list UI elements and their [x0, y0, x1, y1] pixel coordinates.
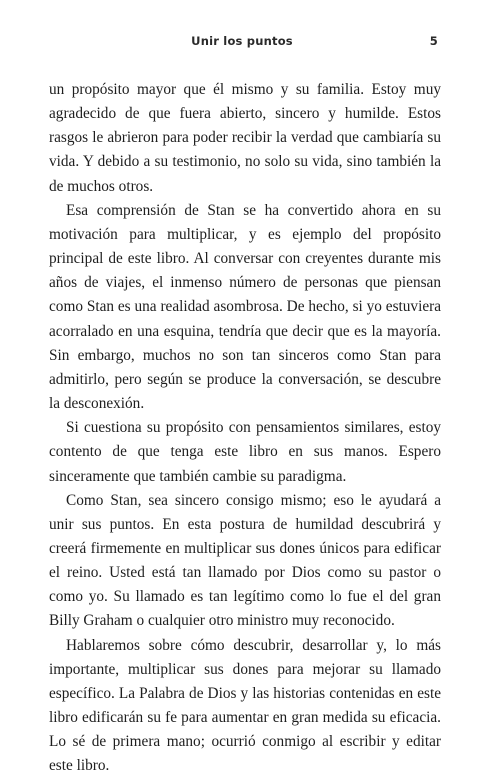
paragraph: Si cuestiona su propósito con pensamientos similares, estoy contento de que tenga este libro en sus manos. Espero sinceramente que también cambie su paradigma.: [49, 419, 441, 485]
running-title: Unir los puntos: [191, 34, 293, 48]
paragraph: Como Stan, sea sincero consigo mismo; eso le ayudará a unir sus puntos. En esta postura de humildad descubrirá y creerá firmemente en multiplicar sus dones únicos para edificar el reino. Usted está tan llamado por Dios como su pastor o como yo. Su llamado es tan legítimo como lo fue el del gran Billy Graham o cualquier otro ministro muy reconocido.: [49, 491, 441, 630]
body-text: [49, 78, 441, 779]
running-header: [0, 34, 484, 52]
paragraph: Hablaremos sobre cómo descubrir, desarrollar y, lo más importante, multiplicar sus dones para mejorar su llamado específico. La Palabra de Dios y las historias contenidas en este libro edificarán su fe para aumentar en gran medida su eficacia. Lo sé de primera mano; ocurrió conmigo al escribir y editar este libro.: [49, 636, 441, 775]
paragraph-continued: un propósito mayor que él mismo y su familia. Estoy muy agradecido de que fuera abierto, sincero y humilde. Estos rasgos le abrieron para poder recibir la verdad que cambiaría su vida. Y debido a su testimonio, no solo su vida, sino también la de muchos otros.: [49, 81, 441, 195]
page-number: 5: [429, 34, 438, 48]
paragraph: Esa comprensión de Stan se ha convertido ahora en su motivación para multiplicar, y es ejemplo del propósito principal de este libro. Al conversar con creyentes durante mis años de viajes, el inmenso número de personas que piensan como Stan es una realidad asombrosa. De hecho, si yo estuviera acorralado en una esquina, tendría que decir que es la mayoría. Sin embargo, muchos no son tan sinceros como Stan para admitirlo, pero según se produce la conversación, se descubre la desconexión.: [49, 201, 441, 413]
